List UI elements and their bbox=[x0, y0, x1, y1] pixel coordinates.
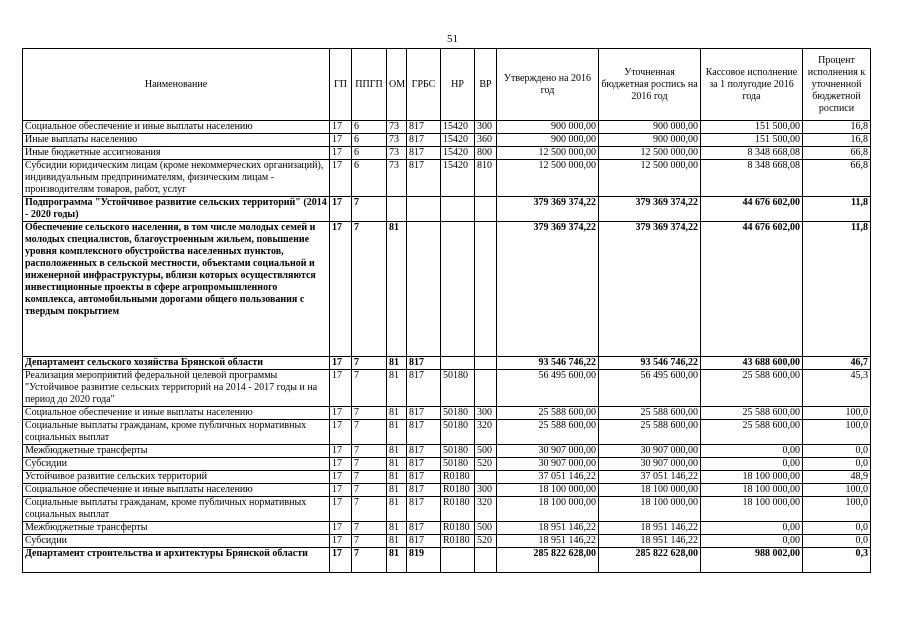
row-nr-cell: 50180 bbox=[441, 370, 475, 407]
row-vr-cell: 810 bbox=[475, 160, 497, 197]
row-vr-cell: 300 bbox=[475, 484, 497, 497]
row-approved-cell: 37 051 146,22 bbox=[497, 471, 599, 484]
header-ppgp: ППГП bbox=[352, 49, 387, 121]
row-vr-cell: 500 bbox=[475, 445, 497, 458]
row-name-cell: Социальные выплаты гражданам, кроме публичных нормативных социальных выплат bbox=[23, 420, 330, 445]
row-percent-cell: 0,0 bbox=[803, 445, 871, 458]
row-percent-cell: 0,0 bbox=[803, 458, 871, 471]
row-nr-cell bbox=[441, 357, 475, 370]
row-refined-cell: 379 369 374,22 bbox=[599, 222, 701, 357]
row-name-cell: Устойчивое развитие сельских территорий bbox=[23, 471, 330, 484]
row-ppgp-cell: 7 bbox=[352, 420, 387, 445]
row-approved-cell: 12 500 000,00 bbox=[497, 160, 599, 197]
header-percent: Процент исполнения к уточненной бюджетной росписи bbox=[803, 49, 871, 121]
row-vr-cell: 300 bbox=[475, 407, 497, 420]
table-row bbox=[23, 370, 871, 407]
row-vr-cell bbox=[475, 357, 497, 370]
row-om-cell: 81 bbox=[387, 535, 407, 548]
row-om-cell: 81 bbox=[387, 407, 407, 420]
row-gp-cell: 17 bbox=[330, 420, 352, 445]
row-nr-cell: R0180 bbox=[441, 497, 475, 522]
row-gp-cell: 17 bbox=[330, 357, 352, 370]
table-row bbox=[23, 458, 871, 471]
row-percent-cell: 100,0 bbox=[803, 407, 871, 420]
row-percent-cell: 16,8 bbox=[803, 134, 871, 147]
header-om: ОМ bbox=[387, 49, 407, 121]
row-cash-cell: 0,00 bbox=[701, 522, 803, 535]
row-cash-cell: 25 588 600,00 bbox=[701, 420, 803, 445]
row-approved-cell: 18 951 146,22 bbox=[497, 535, 599, 548]
table-row bbox=[23, 420, 871, 445]
header-nr: НР bbox=[441, 49, 475, 121]
row-name-cell: Департамент строительства и архитектуры Брянской области bbox=[23, 548, 330, 573]
row-grbs-cell: 817 bbox=[407, 535, 441, 548]
row-vr-cell: 800 bbox=[475, 147, 497, 160]
row-grbs-cell: 817 bbox=[407, 497, 441, 522]
row-refined-cell: 18 951 146,22 bbox=[599, 535, 701, 548]
row-gp-cell: 17 bbox=[330, 458, 352, 471]
row-vr-cell bbox=[475, 548, 497, 573]
row-nr-cell: R0180 bbox=[441, 535, 475, 548]
row-cash-cell: 18 100 000,00 bbox=[701, 497, 803, 522]
row-grbs-cell: 817 bbox=[407, 522, 441, 535]
table-row bbox=[23, 445, 871, 458]
table-row bbox=[23, 471, 871, 484]
row-vr-cell: 520 bbox=[475, 535, 497, 548]
row-grbs-cell: 817 bbox=[407, 471, 441, 484]
row-vr-cell: 300 bbox=[475, 121, 497, 134]
row-name-cell: Социальные выплаты гражданам, кроме публичных нормативных социальных выплат bbox=[23, 497, 330, 522]
row-nr-cell: 15420 bbox=[441, 134, 475, 147]
row-approved-cell: 379 369 374,22 bbox=[497, 197, 599, 222]
row-refined-cell: 900 000,00 bbox=[599, 121, 701, 134]
table-row bbox=[23, 535, 871, 548]
row-ppgp-cell: 6 bbox=[352, 121, 387, 134]
header-refined: Уточненная бюджетная роспись на 2016 год bbox=[599, 49, 701, 121]
row-ppgp-cell: 7 bbox=[352, 222, 387, 357]
row-approved-cell: 18 100 000,00 bbox=[497, 484, 599, 497]
table-row bbox=[23, 407, 871, 420]
row-vr-cell: 500 bbox=[475, 522, 497, 535]
row-refined-cell: 900 000,00 bbox=[599, 134, 701, 147]
row-grbs-cell: 817 bbox=[407, 370, 441, 407]
row-grbs-cell: 817 bbox=[407, 420, 441, 445]
row-refined-cell: 18 951 146,22 bbox=[599, 522, 701, 535]
row-percent-cell: 100,0 bbox=[803, 484, 871, 497]
row-refined-cell: 93 546 746,22 bbox=[599, 357, 701, 370]
row-nr-cell bbox=[441, 548, 475, 573]
row-cash-cell: 0,00 bbox=[701, 458, 803, 471]
row-cash-cell: 0,00 bbox=[701, 445, 803, 458]
row-name-cell: Межбюджетные трансферты bbox=[23, 445, 330, 458]
row-gp-cell: 17 bbox=[330, 147, 352, 160]
row-gp-cell: 17 bbox=[330, 445, 352, 458]
row-om-cell bbox=[387, 197, 407, 222]
row-nr-cell: R0180 bbox=[441, 471, 475, 484]
header-approved: Утверждено на 2016 год bbox=[497, 49, 599, 121]
row-grbs-cell: 817 bbox=[407, 458, 441, 471]
table-body bbox=[23, 121, 871, 573]
row-name-cell: Департамент сельского хозяйства Брянской области bbox=[23, 357, 330, 370]
row-cash-cell: 43 688 600,00 bbox=[701, 357, 803, 370]
row-name-cell: Обеспечение сельского населения, в том числе молодых семей и молодых специалистов, благоустроенным жильем, повышение уровня комплексного обустройства населенных пунктов, расположенных в сельской местности, объектами социальной и инженерной инфраструктуры, вблизи которых осуществляются инвестиционные проекты в сфере агропромышленного комплекса, автомобильными дорогами общего пользования с твердым покрытием bbox=[23, 222, 330, 357]
row-refined-cell: 56 495 600,00 bbox=[599, 370, 701, 407]
table-header-row bbox=[23, 49, 871, 121]
row-om-cell: 73 bbox=[387, 160, 407, 197]
row-nr-cell: R0180 bbox=[441, 522, 475, 535]
row-ppgp-cell: 7 bbox=[352, 370, 387, 407]
row-refined-cell: 25 588 600,00 bbox=[599, 420, 701, 445]
row-approved-cell: 30 907 000,00 bbox=[497, 458, 599, 471]
header-gp: ГП bbox=[330, 49, 352, 121]
row-name-cell: Социальное обеспечение и иные выплаты населению bbox=[23, 484, 330, 497]
row-om-cell: 81 bbox=[387, 222, 407, 357]
budget-execution-table bbox=[22, 48, 871, 573]
row-grbs-cell: 817 bbox=[407, 134, 441, 147]
row-ppgp-cell: 7 bbox=[352, 522, 387, 535]
row-approved-cell: 93 546 746,22 bbox=[497, 357, 599, 370]
row-ppgp-cell: 7 bbox=[352, 357, 387, 370]
row-gp-cell: 17 bbox=[330, 121, 352, 134]
row-ppgp-cell: 7 bbox=[352, 535, 387, 548]
row-vr-cell: 360 bbox=[475, 134, 497, 147]
row-cash-cell: 18 100 000,00 bbox=[701, 471, 803, 484]
row-gp-cell: 17 bbox=[330, 407, 352, 420]
row-grbs-cell bbox=[407, 197, 441, 222]
row-name-cell: Социальное обеспечение и иные выплаты населению bbox=[23, 121, 330, 134]
row-nr-cell: 50180 bbox=[441, 458, 475, 471]
row-percent-cell: 66,8 bbox=[803, 147, 871, 160]
row-gp-cell: 17 bbox=[330, 134, 352, 147]
row-refined-cell: 285 822 628,00 bbox=[599, 548, 701, 573]
row-gp-cell: 17 bbox=[330, 222, 352, 357]
row-nr-cell: 50180 bbox=[441, 420, 475, 445]
row-ppgp-cell: 7 bbox=[352, 548, 387, 573]
row-name-cell: Субсидии bbox=[23, 535, 330, 548]
table-row bbox=[23, 160, 871, 197]
row-om-cell: 81 bbox=[387, 548, 407, 573]
row-gp-cell: 17 bbox=[330, 535, 352, 548]
row-percent-cell: 45,3 bbox=[803, 370, 871, 407]
row-grbs-cell: 817 bbox=[407, 147, 441, 160]
row-cash-cell: 151 500,00 bbox=[701, 121, 803, 134]
row-ppgp-cell: 7 bbox=[352, 197, 387, 222]
row-percent-cell: 46,7 bbox=[803, 357, 871, 370]
table-row bbox=[23, 147, 871, 160]
row-gp-cell: 17 bbox=[330, 370, 352, 407]
row-vr-cell bbox=[475, 370, 497, 407]
row-om-cell: 81 bbox=[387, 522, 407, 535]
row-approved-cell: 285 822 628,00 bbox=[497, 548, 599, 573]
table-row bbox=[23, 497, 871, 522]
row-nr-cell bbox=[441, 197, 475, 222]
row-name-cell: Субсидии юридическим лицам (кроме некоммерческих организаций), индивидуальным предпринимателям, физическим лицам - производителям товаров, работ, услуг bbox=[23, 160, 330, 197]
row-name-cell: Иные бюджетные ассигнования bbox=[23, 147, 330, 160]
table-row bbox=[23, 357, 871, 370]
row-vr-cell bbox=[475, 471, 497, 484]
row-cash-cell: 44 676 602,00 bbox=[701, 197, 803, 222]
row-gp-cell: 17 bbox=[330, 484, 352, 497]
row-cash-cell: 0,00 bbox=[701, 535, 803, 548]
row-om-cell: 81 bbox=[387, 484, 407, 497]
row-om-cell: 81 bbox=[387, 420, 407, 445]
row-ppgp-cell: 7 bbox=[352, 445, 387, 458]
row-refined-cell: 12 500 000,00 bbox=[599, 147, 701, 160]
row-approved-cell: 12 500 000,00 bbox=[497, 147, 599, 160]
row-name-cell: Социальное обеспечение и иные выплаты населению bbox=[23, 407, 330, 420]
row-ppgp-cell: 7 bbox=[352, 484, 387, 497]
row-gp-cell: 17 bbox=[330, 471, 352, 484]
row-name-cell: Подпрограмма "Устойчивое развитие сельских территорий" (2014 - 2020 годы) bbox=[23, 197, 330, 222]
row-percent-cell: 0,0 bbox=[803, 522, 871, 535]
row-ppgp-cell: 6 bbox=[352, 160, 387, 197]
row-vr-cell: 320 bbox=[475, 420, 497, 445]
row-vr-cell: 320 bbox=[475, 497, 497, 522]
row-gp-cell: 17 bbox=[330, 548, 352, 573]
row-nr-cell: 15420 bbox=[441, 121, 475, 134]
row-percent-cell: 16,8 bbox=[803, 121, 871, 134]
row-cash-cell: 8 348 668,08 bbox=[701, 147, 803, 160]
row-om-cell: 81 bbox=[387, 497, 407, 522]
table-row bbox=[23, 222, 871, 357]
row-refined-cell: 30 907 000,00 bbox=[599, 458, 701, 471]
row-vr-cell: 520 bbox=[475, 458, 497, 471]
row-percent-cell: 100,0 bbox=[803, 497, 871, 522]
row-approved-cell: 900 000,00 bbox=[497, 121, 599, 134]
row-approved-cell: 18 100 000,00 bbox=[497, 497, 599, 522]
table-row bbox=[23, 484, 871, 497]
row-grbs-cell: 817 bbox=[407, 357, 441, 370]
row-cash-cell: 25 588 600,00 bbox=[701, 370, 803, 407]
row-om-cell: 81 bbox=[387, 471, 407, 484]
row-percent-cell: 100,0 bbox=[803, 420, 871, 445]
row-nr-cell: 15420 bbox=[441, 160, 475, 197]
row-nr-cell: 50180 bbox=[441, 407, 475, 420]
row-approved-cell: 25 588 600,00 bbox=[497, 420, 599, 445]
row-name-cell: Субсидии bbox=[23, 458, 330, 471]
row-approved-cell: 900 000,00 bbox=[497, 134, 599, 147]
row-grbs-cell: 819 bbox=[407, 548, 441, 573]
row-grbs-cell bbox=[407, 222, 441, 357]
header-grbs: ГРБС bbox=[407, 49, 441, 121]
row-grbs-cell: 817 bbox=[407, 445, 441, 458]
row-percent-cell: 11,8 bbox=[803, 197, 871, 222]
row-grbs-cell: 817 bbox=[407, 407, 441, 420]
row-name-cell: Реализация мероприятий федеральной целевой программы "Устойчивое развитие сельских территорий на 2014 - 2017 годы и на период до 2020 года" bbox=[23, 370, 330, 407]
header-name: Наименование bbox=[23, 49, 330, 121]
row-ppgp-cell: 6 bbox=[352, 134, 387, 147]
row-om-cell: 81 bbox=[387, 357, 407, 370]
row-refined-cell: 18 100 000,00 bbox=[599, 484, 701, 497]
page-number: 51 bbox=[447, 33, 458, 45]
row-cash-cell: 151 500,00 bbox=[701, 134, 803, 147]
row-percent-cell: 11,8 bbox=[803, 222, 871, 357]
row-refined-cell: 37 051 146,22 bbox=[599, 471, 701, 484]
row-nr-cell: 15420 bbox=[441, 147, 475, 160]
row-cash-cell: 44 676 602,00 bbox=[701, 222, 803, 357]
row-percent-cell: 0,0 bbox=[803, 535, 871, 548]
row-refined-cell: 12 500 000,00 bbox=[599, 160, 701, 197]
row-ppgp-cell: 7 bbox=[352, 471, 387, 484]
row-om-cell: 73 bbox=[387, 121, 407, 134]
row-om-cell: 81 bbox=[387, 458, 407, 471]
header-vr: ВР bbox=[475, 49, 497, 121]
row-nr-cell bbox=[441, 222, 475, 357]
row-name-cell: Иные выплаты населению bbox=[23, 134, 330, 147]
row-vr-cell bbox=[475, 222, 497, 357]
row-ppgp-cell: 7 bbox=[352, 497, 387, 522]
row-gp-cell: 17 bbox=[330, 197, 352, 222]
row-grbs-cell: 817 bbox=[407, 160, 441, 197]
row-om-cell: 73 bbox=[387, 134, 407, 147]
row-gp-cell: 17 bbox=[330, 522, 352, 535]
row-percent-cell: 0,3 bbox=[803, 548, 871, 573]
row-refined-cell: 18 100 000,00 bbox=[599, 497, 701, 522]
row-vr-cell bbox=[475, 197, 497, 222]
row-nr-cell: 50180 bbox=[441, 445, 475, 458]
row-percent-cell: 66,8 bbox=[803, 160, 871, 197]
table-row bbox=[23, 134, 871, 147]
table-row bbox=[23, 121, 871, 134]
row-name-cell: Межбюджетные трансферты bbox=[23, 522, 330, 535]
row-grbs-cell: 817 bbox=[407, 121, 441, 134]
row-om-cell: 73 bbox=[387, 147, 407, 160]
row-ppgp-cell: 6 bbox=[352, 147, 387, 160]
row-cash-cell: 8 348 668,08 bbox=[701, 160, 803, 197]
row-approved-cell: 56 495 600,00 bbox=[497, 370, 599, 407]
row-approved-cell: 18 951 146,22 bbox=[497, 522, 599, 535]
row-refined-cell: 25 588 600,00 bbox=[599, 407, 701, 420]
table-row bbox=[23, 197, 871, 222]
row-gp-cell: 17 bbox=[330, 160, 352, 197]
row-approved-cell: 30 907 000,00 bbox=[497, 445, 599, 458]
table-row bbox=[23, 548, 871, 573]
row-cash-cell: 18 100 000,00 bbox=[701, 484, 803, 497]
row-approved-cell: 25 588 600,00 bbox=[497, 407, 599, 420]
row-cash-cell: 988 002,00 bbox=[701, 548, 803, 573]
row-nr-cell: R0180 bbox=[441, 484, 475, 497]
row-cash-cell: 25 588 600,00 bbox=[701, 407, 803, 420]
row-gp-cell: 17 bbox=[330, 497, 352, 522]
row-ppgp-cell: 7 bbox=[352, 407, 387, 420]
row-ppgp-cell: 7 bbox=[352, 458, 387, 471]
row-om-cell: 81 bbox=[387, 370, 407, 407]
row-refined-cell: 30 907 000,00 bbox=[599, 445, 701, 458]
row-grbs-cell: 817 bbox=[407, 484, 441, 497]
row-refined-cell: 379 369 374,22 bbox=[599, 197, 701, 222]
row-percent-cell: 48,9 bbox=[803, 471, 871, 484]
table-row bbox=[23, 522, 871, 535]
row-approved-cell: 379 369 374,22 bbox=[497, 222, 599, 357]
row-om-cell: 81 bbox=[387, 445, 407, 458]
header-cash: Кассовое исполнение за 1 полугодие 2016 года bbox=[701, 49, 803, 121]
